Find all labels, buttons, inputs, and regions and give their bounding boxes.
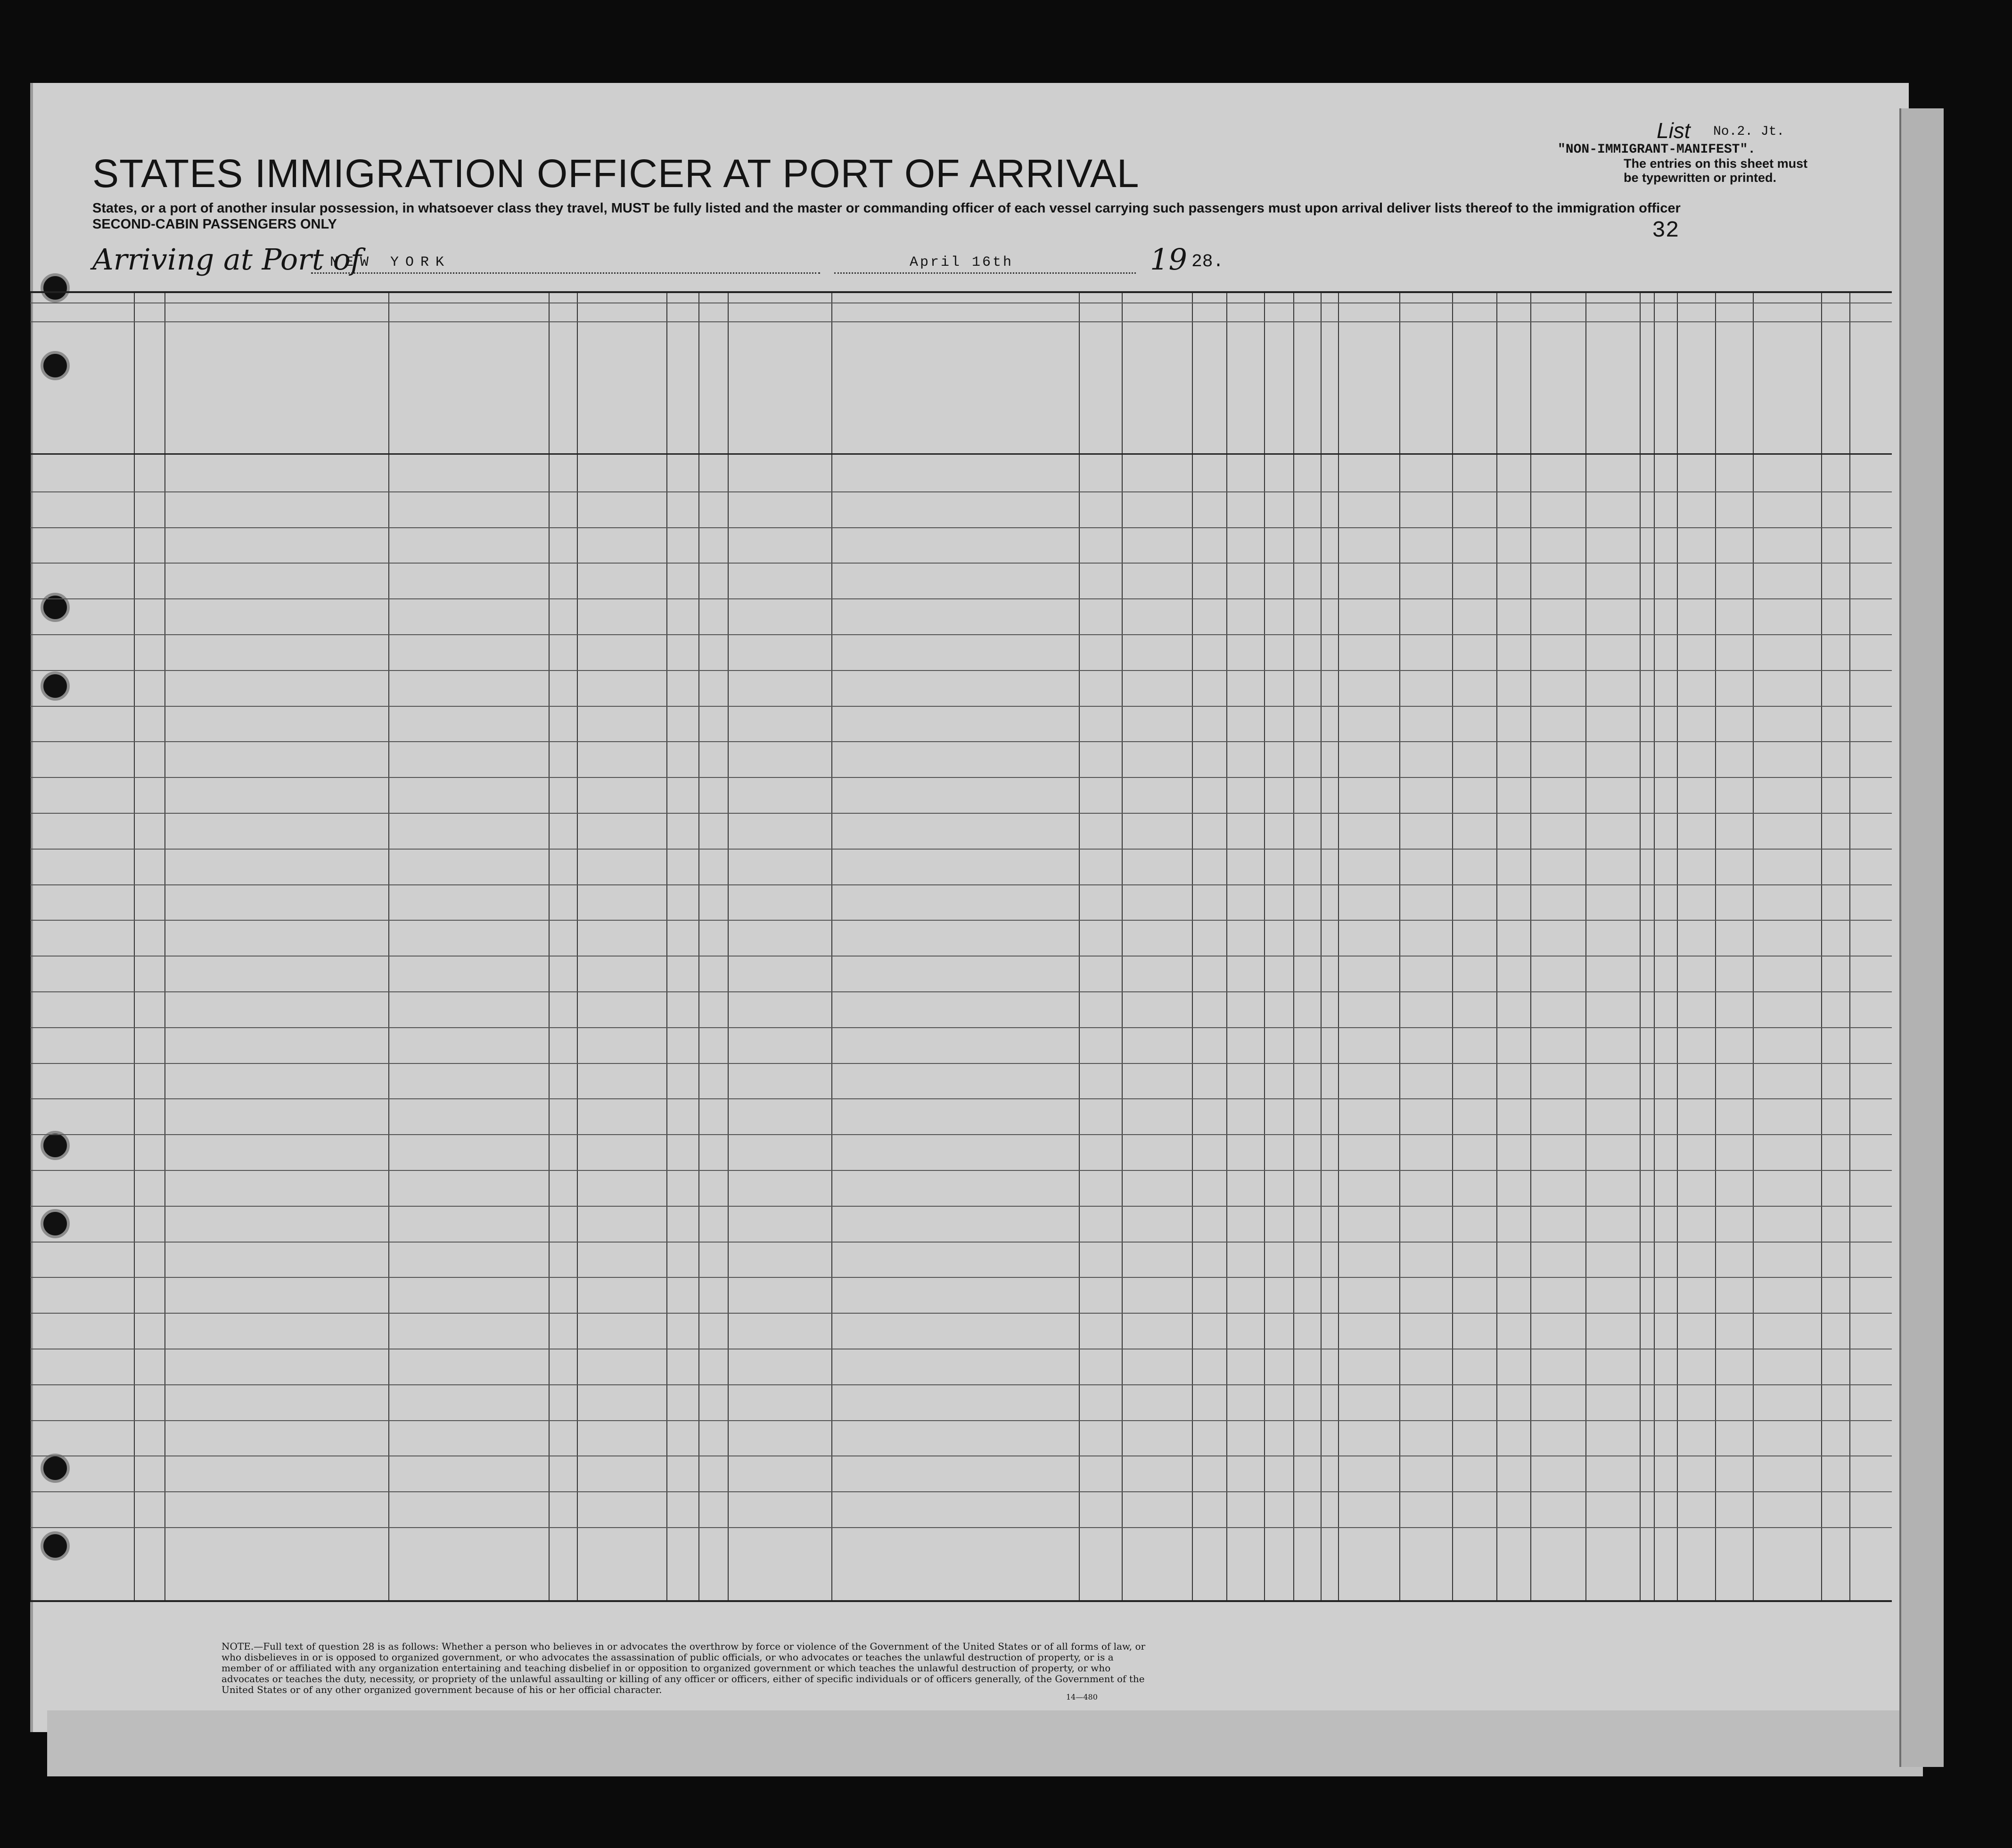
header-rule [30, 453, 1892, 455]
column-rule [1293, 293, 1294, 1600]
row-rule [30, 991, 1892, 992]
column-rule [1821, 293, 1822, 1600]
column-rule [1452, 293, 1453, 1600]
column-rule [1530, 293, 1531, 1600]
column-rule [1677, 293, 1678, 1600]
column-rule [30, 293, 31, 1600]
column-rule [1192, 293, 1193, 1600]
column-rule [388, 293, 389, 1600]
column-rule [698, 293, 699, 1600]
column-rule [164, 293, 165, 1600]
list-label: List [1657, 118, 1691, 143]
date-line [834, 272, 1136, 274]
row-rule [30, 1170, 1892, 1171]
year-suffix: 28. [1191, 252, 1224, 272]
row-rule [30, 1420, 1892, 1421]
row-rule [30, 598, 1892, 599]
year-prefix: 19 [1150, 242, 1187, 277]
column-rule [666, 293, 667, 1600]
row-rule [30, 1063, 1892, 1064]
list-value: No.2. Jt. [1713, 124, 1785, 139]
column-rule [728, 293, 729, 1600]
column-rule [1715, 293, 1716, 1600]
column-rule [1399, 293, 1400, 1600]
row-rule [30, 1134, 1892, 1135]
typewritten-note: be typewritten or printed. [1624, 171, 1777, 185]
row-rule [30, 1491, 1892, 1492]
footnote: NOTE.—Full text of question 28 is as follows: Whether a person who believes in or advocates the overthrow by force or violence of the Government of the United States or of all forms of law, or who disbelieves in or is opposed to organized government, or who advocates the assassination of public officials, or who advocates or teaches the unlawful destruction of property, or is a member of or affiliated with any organization entertaining and teaching disbelief in or opposition to organized government or which teaches the unlawful destruction of property, or who advocates or teaches the duty, necessity, or propriety of the unlawful assaulting or killing of any officer or officers, either of specific individuals or of officers generally, of the Government of the United States or of any other organized government because of his or her official character. [222, 1641, 1146, 1695]
typewritten-note: The entries on this sheet must [1624, 156, 1808, 171]
column-rule [1496, 293, 1497, 1600]
arriving-label: Arriving at Port of [92, 242, 361, 277]
column-rule [831, 293, 832, 1600]
header-rule [30, 321, 1892, 322]
manifest-type: "NON-IMMIGRANT-MANIFEST". [1558, 142, 1756, 157]
column-rule [1654, 293, 1655, 1600]
row-rule [30, 1527, 1892, 1528]
manifest-table [30, 291, 1892, 1602]
column-rule [1321, 293, 1322, 1600]
cabin-class: SECOND-CABIN PASSENGERS ONLY [92, 217, 337, 232]
row-rule [30, 1277, 1892, 1278]
underlying-page-edge [47, 1710, 1923, 1776]
row-rule [30, 849, 1892, 850]
column-rule [1122, 293, 1123, 1600]
column-rule [1079, 293, 1080, 1600]
row-rule [30, 1027, 1892, 1028]
column-rule [1264, 293, 1265, 1600]
underlying-page-edge-right [1899, 108, 1944, 1767]
row-rule [30, 884, 1892, 885]
row-rule [30, 670, 1892, 671]
row-rule [30, 956, 1892, 957]
row-rule [30, 1242, 1892, 1243]
column-rule [1640, 293, 1641, 1600]
column-rule [1585, 293, 1586, 1600]
row-rule [30, 706, 1892, 707]
row-rule [30, 527, 1892, 528]
row-rule [30, 920, 1892, 921]
row-rule [30, 1384, 1892, 1385]
column-rule [1338, 293, 1339, 1600]
row-rule [30, 1206, 1892, 1207]
sheet-number: 32 [1652, 218, 1679, 244]
column-rule [1753, 293, 1754, 1600]
port-of-arrival: NEW YORK [330, 254, 451, 270]
arrival-date: April 16th [910, 254, 1014, 270]
row-rule [30, 491, 1892, 492]
page-title: STATES IMMIGRATION OFFICER AT PORT OF ARRIVAL [92, 151, 1140, 196]
column-rule [134, 293, 135, 1600]
intro-text: States, or a port of another insular possession, in whatsoever class they travel, MUST be fully listed and the master or commanding officer of each vessel carrying such passengers must upon arrival deliver lists thereof to the immigration officer [92, 201, 1681, 216]
port-line [311, 272, 820, 274]
row-rule [30, 777, 1892, 778]
column-rule [1226, 293, 1227, 1600]
column-rule [577, 293, 578, 1600]
row-rule [30, 1313, 1892, 1314]
column-rule [1849, 293, 1850, 1600]
column-rule [549, 293, 550, 1600]
row-rule [30, 563, 1892, 564]
row-rule [30, 813, 1892, 814]
row-rule [30, 634, 1892, 635]
row-rule [30, 741, 1892, 742]
row-rule [30, 1098, 1892, 1099]
form-number: 14—480 [1066, 1693, 1098, 1701]
